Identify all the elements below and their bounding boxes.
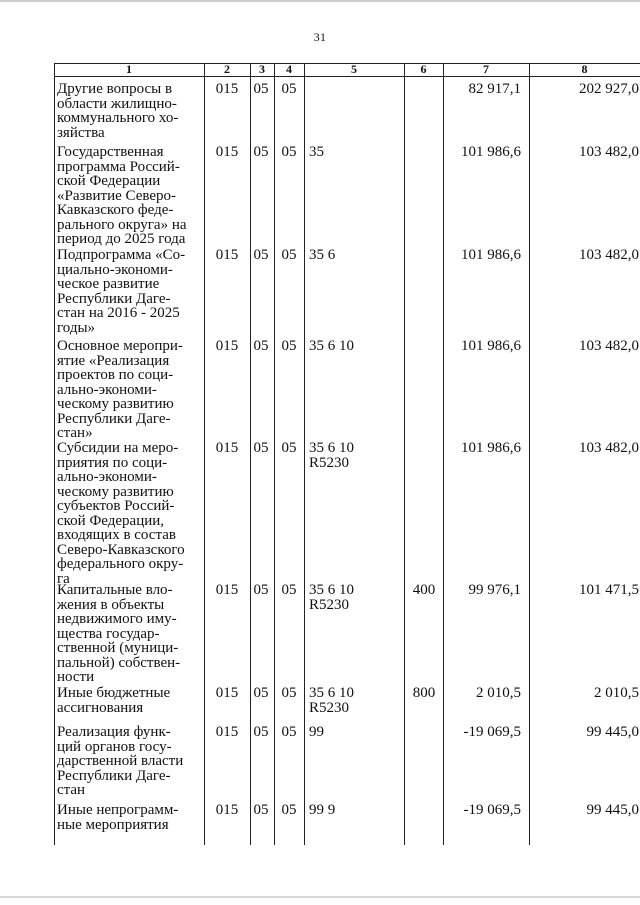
- row-amount-7: -19 069,5: [463, 802, 521, 818]
- row-code-4: 05: [281, 440, 297, 456]
- top-rule: [0, 0, 640, 2]
- row-code-5: 99 9: [309, 802, 336, 818]
- row-amount-7: 101 986,6: [461, 440, 521, 456]
- bottom-rule: [0, 896, 640, 898]
- row-code-4: 05: [281, 685, 297, 701]
- row-code-2: 015: [215, 81, 239, 97]
- row-code-4: 05: [281, 247, 297, 263]
- row-code-3: 05: [253, 440, 269, 456]
- header-col-6: 6: [420, 62, 427, 76]
- column-divider: [304, 63, 305, 845]
- row-code-5: 35: [309, 144, 324, 160]
- row-code-6: 800: [412, 685, 436, 701]
- header-col-1: 1: [126, 62, 132, 76]
- row-name: Реализация функ- ций органов госу- дарственной власти Республики Даге- стан: [57, 724, 184, 798]
- row-amount-7: 82 917,1: [468, 81, 521, 97]
- row-code-3: 05: [253, 802, 269, 818]
- row-name: Капитальные вло- жения в объекты недвижимого иму- щества государ- ственной (муници- пальной) собствен- ности: [57, 582, 181, 685]
- column-divider: [443, 63, 444, 845]
- row-amount-8: 99 445,0: [586, 724, 639, 740]
- row-code-3: 05: [253, 724, 269, 740]
- row-amount-8: 103 482,0: [579, 247, 639, 263]
- row-code-3: 05: [253, 582, 269, 598]
- row-amount-7: -19 069,5: [463, 724, 521, 740]
- header-col-8: 8: [581, 62, 588, 76]
- row-amount-7: 101 986,6: [461, 144, 521, 160]
- budget-table: [54, 63, 640, 845]
- header-bottom-rule: [54, 76, 640, 77]
- column-divider: [404, 63, 405, 845]
- row-name: Иные бюджетные ассигнования: [57, 685, 171, 716]
- row-code-2: 015: [215, 802, 239, 818]
- row-code-4: 05: [281, 144, 297, 160]
- header-col-7: 7: [483, 62, 489, 76]
- row-amount-7: 2 010,5: [476, 685, 521, 701]
- row-code-2: 015: [215, 144, 239, 160]
- row-name: Подпрограмма «Со- циально-экономи- ческое развитие Республики Даге- стан на 2016 - 2025 годы»: [57, 247, 186, 336]
- column-divider: [54, 63, 55, 845]
- row-code-6: 400: [412, 582, 436, 598]
- column-divider: [529, 63, 530, 845]
- row-amount-8: 2 010,5: [594, 685, 639, 701]
- row-amount-8: 103 482,0: [579, 144, 639, 160]
- row-code-4: 05: [281, 724, 297, 740]
- row-code-5: 35 6 10 R5230: [309, 685, 354, 716]
- row-name: Государственная программа Россий- ской Федерации «Развитие Северо- Кавказского феде- рального округа» на период до 2025 года: [57, 144, 187, 247]
- row-code-4: 05: [281, 81, 297, 97]
- row-code-5: 35 6: [309, 247, 336, 263]
- row-amount-8: 99 445,0: [586, 802, 639, 818]
- row-code-5: 35 6 10 R5230: [309, 582, 354, 613]
- row-code-2: 015: [215, 582, 239, 598]
- row-code-5: 35 6 10: [309, 338, 354, 354]
- row-amount-7: 99 976,1: [468, 582, 521, 598]
- header-col-4: 4: [286, 62, 292, 76]
- row-name: Другие вопросы в области жилищно- коммунального хо- зяйства: [57, 81, 179, 141]
- row-code-2: 015: [215, 724, 239, 740]
- row-code-4: 05: [281, 802, 297, 818]
- row-code-3: 05: [253, 338, 269, 354]
- row-name: Субсидии на меро- приятия по соци- ально-экономи- ческому развитию субъектов Россий- ской Федерации, входящих в состав Северо-Кавказского федерального окру- га: [57, 440, 185, 587]
- row-code-4: 05: [281, 338, 297, 354]
- row-code-5: 35 6 10 R5230: [309, 440, 354, 471]
- row-code-5: 99: [309, 724, 324, 740]
- row-amount-8: 202 927,0: [579, 81, 639, 97]
- row-code-3: 05: [253, 81, 269, 97]
- row-code-3: 05: [253, 144, 269, 160]
- row-code-3: 05: [253, 685, 269, 701]
- header-col-3: 3: [259, 62, 265, 76]
- row-code-2: 015: [215, 685, 239, 701]
- row-amount-7: 101 986,6: [461, 247, 521, 263]
- header-col-5: 5: [351, 62, 357, 76]
- header-col-2: 2: [224, 62, 230, 76]
- row-code-2: 015: [215, 440, 239, 456]
- row-amount-8: 103 482,0: [579, 338, 639, 354]
- row-amount-8: 101 471,5: [579, 582, 639, 598]
- row-code-2: 015: [215, 247, 239, 263]
- page-number: 31: [313, 30, 327, 44]
- row-amount-7: 101 986,6: [461, 338, 521, 354]
- row-code-2: 015: [215, 338, 239, 354]
- row-name: Иные непрограмм- ные мероприятия: [57, 802, 179, 833]
- row-code-4: 05: [281, 582, 297, 598]
- row-name: Основное меропри- ятие «Реализация проектов по соци- ально-экономи- ческому развитию Республики Даге- стан»: [57, 338, 183, 441]
- row-code-3: 05: [253, 247, 269, 263]
- column-divider: [274, 63, 275, 845]
- row-amount-8: 103 482,0: [579, 440, 639, 456]
